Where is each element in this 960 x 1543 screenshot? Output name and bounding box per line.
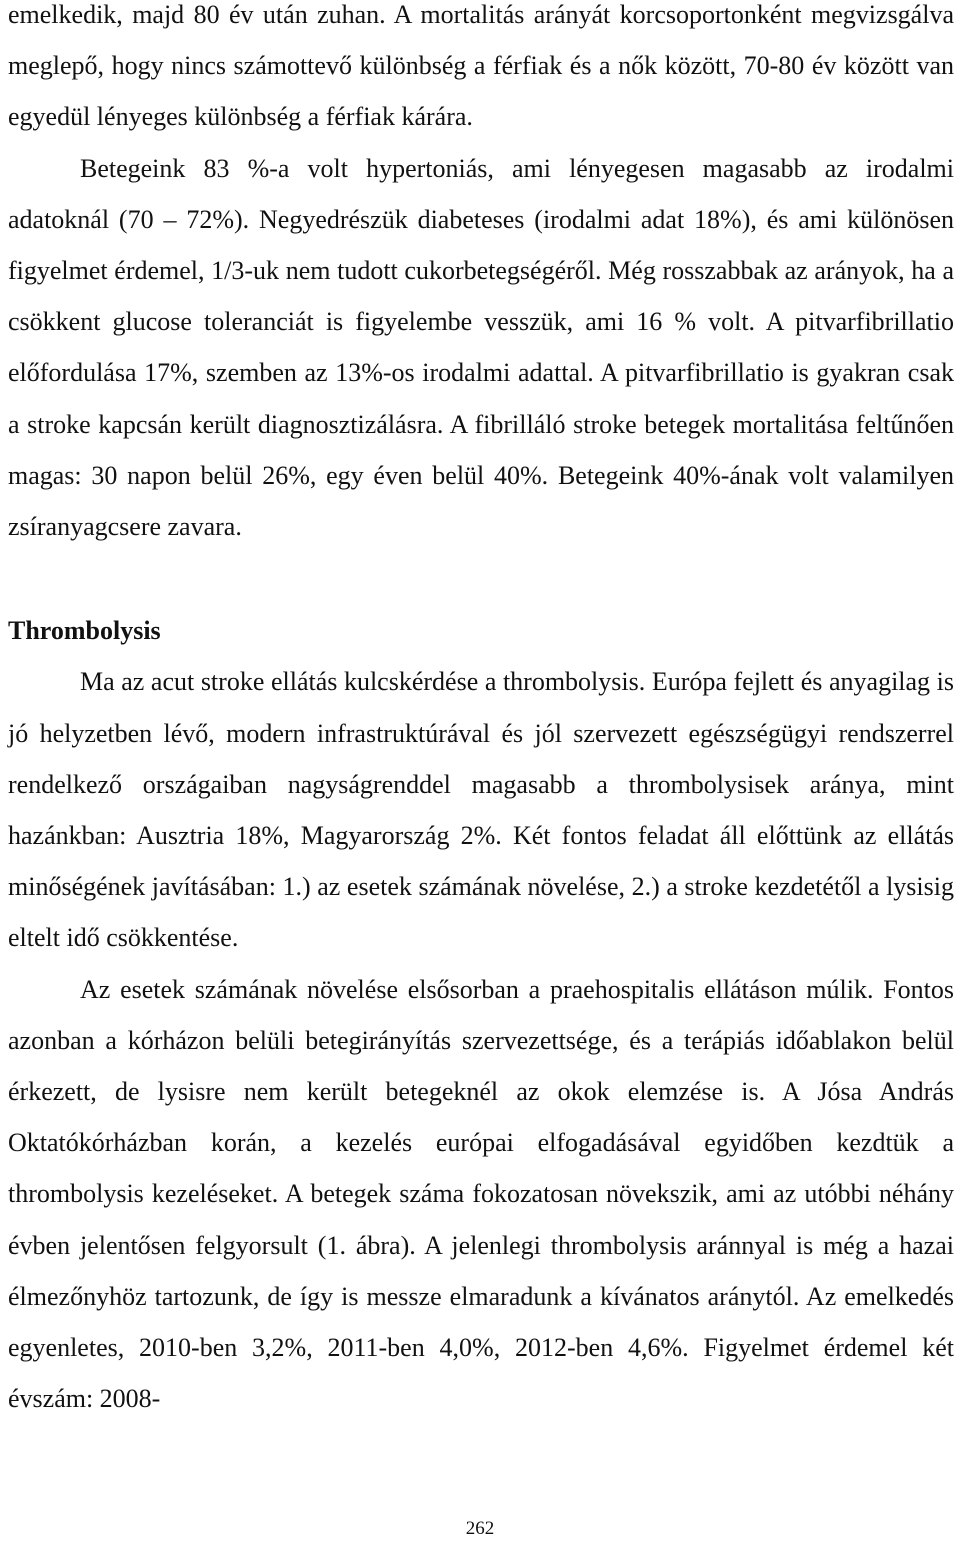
section-heading-thrombolysis: Thrombolysis <box>8 616 161 646</box>
page-number: 262 <box>465 1518 495 1539</box>
paragraph-thrombolysis-intro: Ma az acut stroke ellátás kulcskérdése a thrombolysis. Európa fejlett és anyagilag is jó helyzetben lévő, modern infrastruktúrával és jól szervezett egészségügyi rendszerrel rendelkező országaiban nagyságrenddel magasabb a thrombolysisek aránya, mint hazánkban: Ausztria 18%, Magyarország 2%. Két fontos feladat áll előttünk az ellátás minőségének javításában: 1.) az esetek számának növelése, 2.) a stroke kezdetétől a lysisig eltelt idő csökkentése. <box>8 667 954 953</box>
paragraph-thrombolysis-cases: Az esetek számának növelése elsősorban a praehospitalis ellátáson múlik. Fontos azonban a kórházon belüli betegirányítás szervezettsége, és a terápiás időablakon belül érkezett, de lysisre nem került betegeknél az okok elemzése is. A Jósa András Oktatókórházban korán, a kezelés európai elfogadásával egyidőben kezdtük a thrombolysis kezeléseket. A betegek száma fokozatosan növekszik, ami az utóbbi néhány évben jelentősen felgyorsult (1. ábra). A jelenlegi thrombolysis aránnyal is még a hazai élmezőnyhöz tartozunk, de így is messze elmaradunk a kívánatos aránytól. Az emelkedés egyenletes, 2010-ben 3,2%, 2011-ben 4,0%, 2012-ben 4,6%. Figyelmet érdemel két évszám: 2008- <box>8 974 954 1414</box>
paragraph-risk-factors: Betegeink 83 %-a volt hypertoniás, ami lényegesen magasabb az irodalmi adatoknál (70 – 72%). Negyedrészük diabeteses (irodalmi adat 18%), és ami különösen figyelmet érdemel, 1/3-uk nem tudott cukorbetegségéről. Még rosszabbak az arányok, ha a csökkent glucose toleranciát is figyelembe vesszük, ami 16 % volt. A pitvarfibrillatio előfordulása 17%, szemben az 13%-os irodalmi adattal. A pitvarfibrillatio is gyakran csak a stroke kapcsán került diagnosztizálásra. A fibrilláló stroke betegek mortalitása feltűnően magas: 30 napon belül 26%, egy éven belül 40%. Betegeink 40%-ának volt valamilyen zsíranyagcsere zavara. <box>8 153 954 542</box>
document-page <box>8 0 954 1424</box>
paragraph-mortality: emelkedik, majd 80 év után zuhan. A mortalitás arányát korcsoportonként megvizsgálva meglepő, hogy nincs számottevő különbség a férfiak és a nők között, 70-80 év között van egyedül lényeges különbség a férfiak kárára. <box>8 0 954 132</box>
